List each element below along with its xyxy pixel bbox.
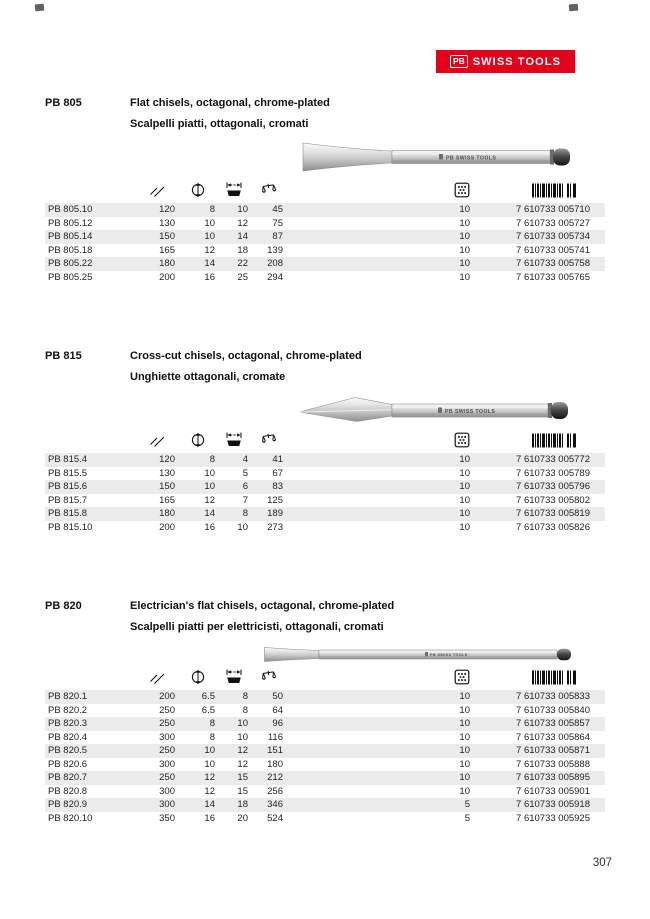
part-number-cell: PB 820.1 [48,691,88,702]
column-icons-header [45,180,605,202]
shaft-marking-text: PB SWISS TOOLS [430,652,468,658]
ean-code-cell: 7 610733 005772 [516,454,590,465]
pack-qty-cell: 10 [459,481,470,492]
shaft-marking-text: PB SWISS TOOLS [445,408,496,415]
table-row [45,758,605,772]
pack-quantity-icon [454,182,470,198]
table-row [45,494,605,508]
diameter-value-cell: 16 [204,271,215,283]
diameter-value-cell: 10 [204,745,215,756]
weight-icon [261,669,277,685]
shaft-marking-text: PB SWISS TOOLS [446,155,497,162]
weight-value-cell: 67 [272,467,283,479]
ean-code-cell: 7 610733 005901 [516,785,590,797]
product-title-it: Scalpelli piatti, ottagonali, cromati [130,118,309,130]
diameter-value-cell: 6.5 [201,691,215,702]
part-number-cell: PB 820.9 [48,799,88,810]
length-value-cell: 350 [159,812,175,824]
length-value-cell: 250 [159,745,175,756]
pack-qty-cell: 10 [459,454,470,465]
width-value-cell: 22 [237,258,248,269]
length-value-cell: 300 [159,758,175,770]
length-value-cell: 165 [159,244,175,256]
ean-code-cell: 7 610733 005734 [516,231,590,242]
pack-qty-cell: 10 [459,258,470,269]
product-code: PB 820 [45,600,82,612]
weight-value-cell: 139 [267,244,283,256]
part-number-cell: PB 815.10 [48,521,93,533]
width-value-cell: 15 [237,785,248,797]
weight-value-cell: 96 [272,718,283,729]
table-row [45,785,605,799]
table-row [45,731,605,745]
length-value-cell: 250 [159,718,175,729]
width-value-cell: 15 [237,772,248,783]
pack-qty-cell: 10 [459,704,470,716]
diameter-value-cell: 12 [204,772,215,783]
width-value-cell: 25 [237,271,248,283]
product-title-it: Scalpelli piatti per elettricisti, ottagonali, cromati [130,621,384,633]
length-value-cell: 250 [159,772,175,783]
weight-value-cell: 273 [267,521,283,533]
width-value-cell: 12 [237,745,248,756]
pack-qty-cell: 10 [459,204,470,215]
table-row [45,271,605,285]
diameter-value-cell: 10 [204,481,215,492]
diameter-value-cell: 10 [204,758,215,770]
pack-qty-cell: 10 [459,244,470,256]
ean-code-cell: 7 610733 005758 [516,258,590,269]
weight-value-cell: 524 [267,812,283,824]
length-icon [149,182,165,198]
pack-qty-cell: 10 [459,772,470,783]
product-code: PB 805 [45,97,82,109]
product-title-en: Cross-cut chisels, octagonal, chrome-plated [130,350,362,362]
part-number-cell: PB 805.10 [48,204,93,215]
brand-banner [436,50,575,73]
part-number-cell: PB 820.4 [48,731,88,743]
part-number-cell: PB 805.18 [48,244,93,256]
table-row [45,812,605,826]
table-row [45,507,605,521]
part-number-cell: PB 805.12 [48,217,93,229]
width-value-cell: 14 [237,231,248,242]
width-value-cell: 10 [237,718,248,729]
width-value-cell: 18 [237,244,248,256]
weight-value-cell: 212 [267,772,283,783]
ean-code-cell: 7 610733 005857 [516,718,590,729]
length-value-cell: 300 [159,799,175,810]
length-value-cell: 150 [159,231,175,242]
length-value-cell: 300 [159,785,175,797]
table-row [45,744,605,758]
ean-code-cell: 7 610733 005796 [516,481,590,492]
weight-value-cell: 256 [267,785,283,797]
weight-value-cell: 87 [272,231,283,242]
table-row [45,798,605,812]
part-number-cell: PB 815.7 [48,494,88,506]
width-value-cell: 12 [237,217,248,229]
length-value-cell: 150 [159,481,175,492]
ean-code-cell: 7 610733 005888 [516,758,590,770]
part-number-cell: PB 820.3 [48,718,88,729]
pack-qty-cell: 10 [459,217,470,229]
table-row [45,690,605,704]
product-title-en: Flat chisels, octagonal, chrome-plated [130,97,330,109]
length-value-cell: 120 [159,454,175,465]
weight-value-cell: 50 [272,691,283,702]
width-value-cell: 4 [242,454,248,465]
column-icons-header [45,430,605,452]
diameter-value-cell: 10 [204,467,215,479]
ean-code-cell: 7 610733 005840 [516,704,590,716]
table-row [45,257,605,271]
pb-shaft-logo-icon [425,652,428,656]
diameter-value-cell: 14 [204,799,215,810]
ean-code-cell: 7 610733 005833 [516,691,590,702]
width-icon [226,182,242,198]
length-icon [149,669,165,685]
pack-qty-cell: 10 [459,521,470,533]
pack-qty-cell: 10 [459,467,470,479]
pack-quantity-icon [454,432,470,448]
pack-qty-cell: 10 [459,271,470,283]
pack-qty-cell: 5 [464,812,470,824]
ean-code-cell: 7 610733 005871 [516,745,590,756]
diameter-value-cell: 16 [204,812,215,824]
product-title-it: Unghiette ottagonali, cromate [130,371,286,383]
length-value-cell: 180 [159,258,175,269]
width-value-cell: 7 [242,494,248,506]
part-number-cell: PB 820.5 [48,745,88,756]
ean-code-cell: 7 610733 005710 [516,204,590,215]
table-row [45,480,605,494]
width-value-cell: 8 [242,508,248,519]
part-number-cell: PB 815.6 [48,481,88,492]
diameter-value-cell: 8 [209,454,215,465]
print-mark [35,4,45,12]
width-value-cell: 10 [237,521,248,533]
table-row [45,217,605,231]
ean-code-cell: 7 610733 005895 [516,772,590,783]
diameter-value-cell: 8 [209,718,215,729]
weight-value-cell: 45 [272,204,283,215]
weight-value-cell: 208 [267,258,283,269]
part-number-cell: PB 805.25 [48,271,93,283]
diameter-value-cell: 10 [204,231,215,242]
length-icon [149,432,165,448]
table-row [45,230,605,244]
part-number-cell: PB 820.8 [48,785,88,797]
part-number-cell: PB 820.10 [48,812,93,824]
spec-table [45,690,605,825]
product-image-electricians-flat-chisel [262,639,582,669]
ean-code-cell: 7 610733 005925 [516,812,590,824]
diameter-value-cell: 12 [204,494,215,506]
pack-qty-cell: 10 [459,731,470,743]
pack-qty-cell: 10 [459,785,470,797]
ean-code-cell: 7 610733 005802 [516,494,590,506]
table-row [45,704,605,718]
weight-icon [261,432,277,448]
length-value-cell: 180 [159,508,175,519]
product-image-flat-chisel [300,132,580,182]
pb-logo-icon: PB [450,55,468,68]
diameter-value-cell: 10 [204,217,215,229]
barcode-icon [532,670,578,685]
table-row [45,771,605,785]
width-value-cell: 8 [242,691,248,702]
pack-qty-cell: 5 [464,799,470,810]
table-row [45,717,605,731]
ean-code-cell: 7 610733 005918 [516,799,590,810]
pack-qty-cell: 10 [459,508,470,519]
width-icon [226,432,242,448]
length-value-cell: 165 [159,494,175,506]
length-value-cell: 300 [159,731,175,743]
weight-value-cell: 180 [267,758,283,770]
page-number: 307 [592,857,612,869]
length-value-cell: 120 [159,204,175,215]
diameter-value-cell: 6.5 [201,704,215,716]
length-value-cell: 130 [159,467,175,479]
width-value-cell: 18 [237,799,248,810]
pb-shaft-logo-icon [439,154,443,160]
part-number-cell: PB 820.7 [48,772,88,783]
length-value-cell: 200 [159,691,175,702]
print-mark [569,4,579,12]
weight-value-cell: 75 [272,217,283,229]
table-row [45,467,605,481]
table-row [45,521,605,535]
weight-value-cell: 64 [272,704,283,716]
weight-value-cell: 151 [267,745,283,756]
diameter-value-cell: 14 [204,258,215,269]
ean-code-cell: 7 610733 005819 [516,508,590,519]
diameter-icon [190,432,206,448]
barcode-icon [532,183,578,198]
length-value-cell: 250 [159,704,175,716]
table-row [45,244,605,258]
table-row [45,203,605,217]
width-value-cell: 6 [242,481,248,492]
part-number-cell: PB 815.8 [48,508,88,519]
product-code: PB 815 [45,350,82,362]
weight-value-cell: 41 [272,454,283,465]
part-number-cell: PB 820.2 [48,704,88,716]
brand-name: SWISS TOOLS [472,55,562,68]
product-title-en: Electrician's flat chisels, octagonal, chrome-plated [130,600,395,612]
weight-value-cell: 294 [267,271,283,283]
part-number-cell: PB 805.22 [48,258,93,269]
column-icons-header [45,667,605,689]
diameter-icon [190,669,206,685]
ean-code-cell: 7 610733 005826 [516,521,590,533]
diameter-value-cell: 14 [204,508,215,519]
length-value-cell: 200 [159,271,175,283]
part-number-cell: PB 805.14 [48,231,93,242]
diameter-value-cell: 8 [209,731,215,743]
width-value-cell: 10 [237,731,248,743]
pack-qty-cell: 10 [459,758,470,770]
pack-quantity-icon [454,669,470,685]
width-value-cell: 10 [237,204,248,215]
width-value-cell: 5 [242,467,248,479]
weight-value-cell: 125 [267,494,283,506]
pack-qty-cell: 10 [459,231,470,242]
width-value-cell: 20 [237,812,248,824]
weight-value-cell: 189 [267,508,283,519]
diameter-value-cell: 8 [209,204,215,215]
weight-value-cell: 116 [267,731,283,743]
spec-table [45,453,605,534]
table-row [45,453,605,467]
length-value-cell: 200 [159,521,175,533]
ean-code-cell: 7 610733 005864 [516,731,590,743]
weight-icon [261,182,277,198]
ean-code-cell: 7 610733 005765 [516,271,590,283]
diameter-value-cell: 12 [204,785,215,797]
pack-qty-cell: 10 [459,691,470,702]
pack-qty-cell: 10 [459,494,470,506]
barcode-icon [532,433,578,448]
pb-shaft-logo-icon [438,408,442,414]
width-value-cell: 8 [242,704,248,716]
part-number-cell: PB 820.6 [48,758,88,770]
part-number-cell: PB 815.4 [48,454,88,465]
diameter-value-cell: 12 [204,244,215,256]
pack-qty-cell: 10 [459,718,470,729]
spec-table [45,203,605,284]
diameter-icon [190,182,206,198]
length-value-cell: 130 [159,217,175,229]
weight-value-cell: 346 [267,799,283,810]
ean-code-cell: 7 610733 005741 [516,244,590,256]
part-number-cell: PB 815.5 [48,467,88,479]
diameter-value-cell: 16 [204,521,215,533]
width-value-cell: 12 [237,758,248,770]
weight-value-cell: 83 [272,481,283,492]
width-icon [226,669,242,685]
pack-qty-cell: 10 [459,745,470,756]
ean-code-cell: 7 610733 005727 [516,217,590,229]
ean-code-cell: 7 610733 005789 [516,467,590,479]
